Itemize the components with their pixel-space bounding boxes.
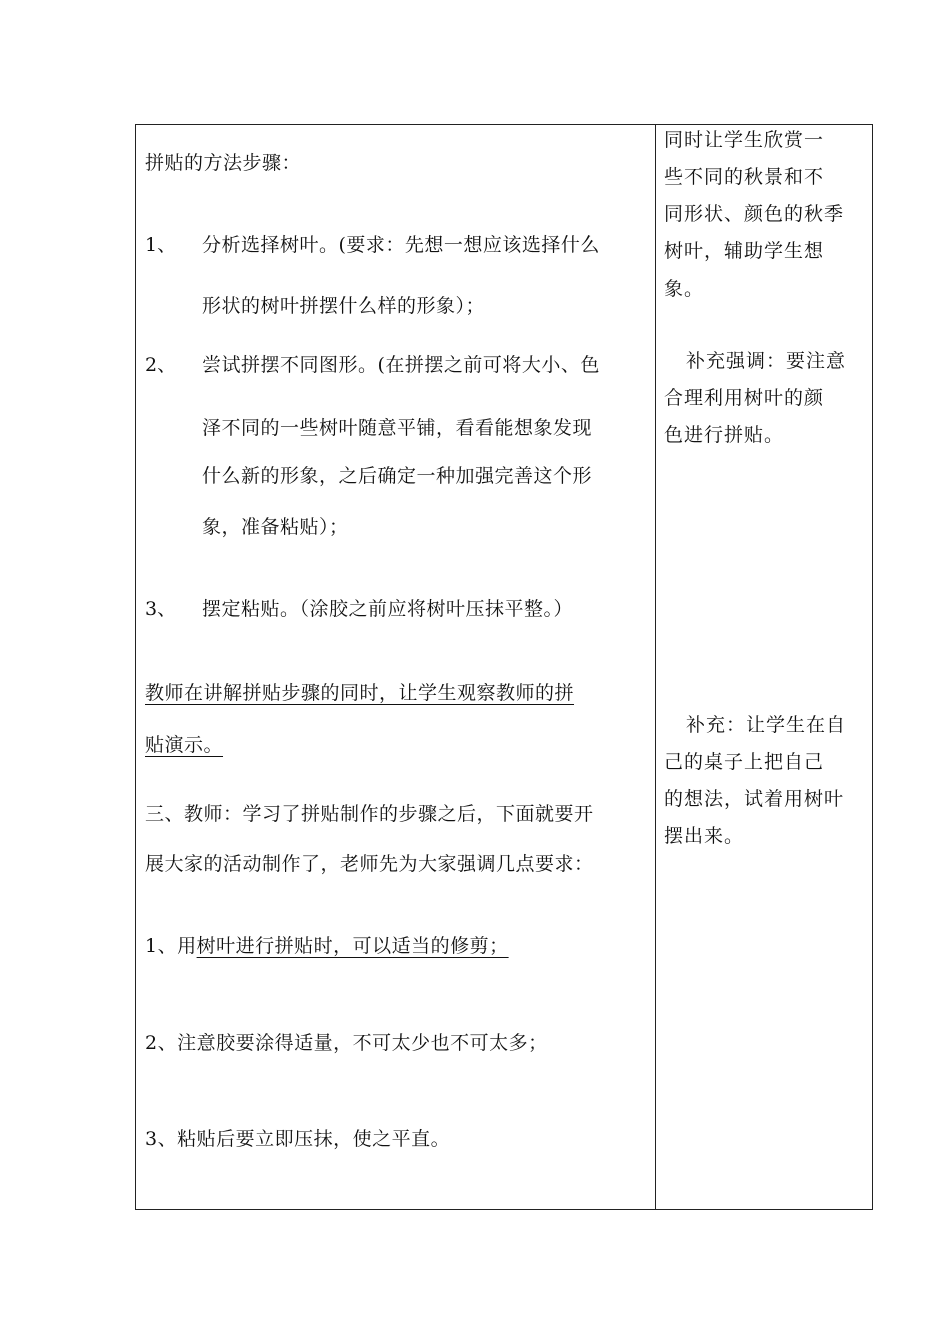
demo-line-2: 贴演示。: [145, 734, 224, 756]
step-2-line-4: 象，准备粘贴）；: [202, 516, 349, 538]
note3-line-2: 己的桌子上把自己: [664, 751, 825, 773]
note3-line-3: 的想法，试着用树叶: [664, 788, 845, 810]
step-2-number: 2、: [145, 354, 177, 376]
note1-line-3: 同形状、颜色的秋季: [664, 203, 845, 225]
step-3-line-1: 摆定粘贴。（涂胶之前应将树叶压抹平整。）: [202, 598, 574, 620]
note2-line-2: 合理利用树叶的颜: [664, 387, 825, 409]
demo-line-1-wrap: [145, 681, 574, 705]
note1-line-5: 象。: [664, 278, 705, 300]
note3-line-1: 补充：让学生在自: [686, 714, 847, 736]
step-1-line-2: 形状的树叶拼摆什么样的形象）；: [202, 295, 486, 317]
note2-line-3: 色进行拼贴。: [664, 424, 785, 446]
requirement-2: 2、注意胶要涂得适量，不可太少也不可太多；: [145, 1032, 548, 1054]
demo-line-2-wrap: [145, 733, 223, 757]
requirement-1-underlined: 树叶进行拼贴时，可以适当的修剪；: [196, 935, 509, 957]
step-2-line-3: 什么新的形象，之后确定一种加强完善这个形: [202, 465, 593, 487]
step-1-number: 1、: [145, 234, 177, 256]
step-2-line-1: 尝试拼摆不同图形。(在拼摆之前可将大小、色: [202, 354, 600, 376]
requirement-1: [145, 934, 509, 958]
section3-line-1: 三、教师：学习了拼贴制作的步骤之后，下面就要开: [145, 803, 594, 825]
demo-line-1: 教师在讲解拼贴步骤的同时，让学生观察教师的拼: [145, 682, 575, 704]
note1-line-2: 些不同的秋景和不: [664, 166, 825, 188]
step-2-line-2: 泽不同的一些树叶随意平铺，看看能想象发现: [202, 417, 593, 439]
note2-line-1: 补充强调：要注意: [686, 350, 847, 372]
requirement-3: 3、粘贴后要立即压抹，使之平直。: [145, 1128, 451, 1150]
note3-line-4: 摆出来。: [664, 825, 745, 847]
column-divider: [655, 125, 656, 1209]
step-3-number: 3、: [145, 598, 177, 620]
section3-line-2: 展大家的活动制作了，老师先为大家强调几点要求：: [145, 853, 594, 875]
note1-line-1: 同时让学生欣赏一: [664, 129, 825, 151]
requirement-1-prefix: 1、用: [145, 935, 197, 957]
method-heading: 拼贴的方法步骤：: [145, 152, 302, 174]
note1-line-4: 树叶，辅助学生想: [664, 240, 825, 262]
step-1-line-1: 分析选择树叶。(要求：先想一想应该选择什么: [202, 234, 600, 256]
